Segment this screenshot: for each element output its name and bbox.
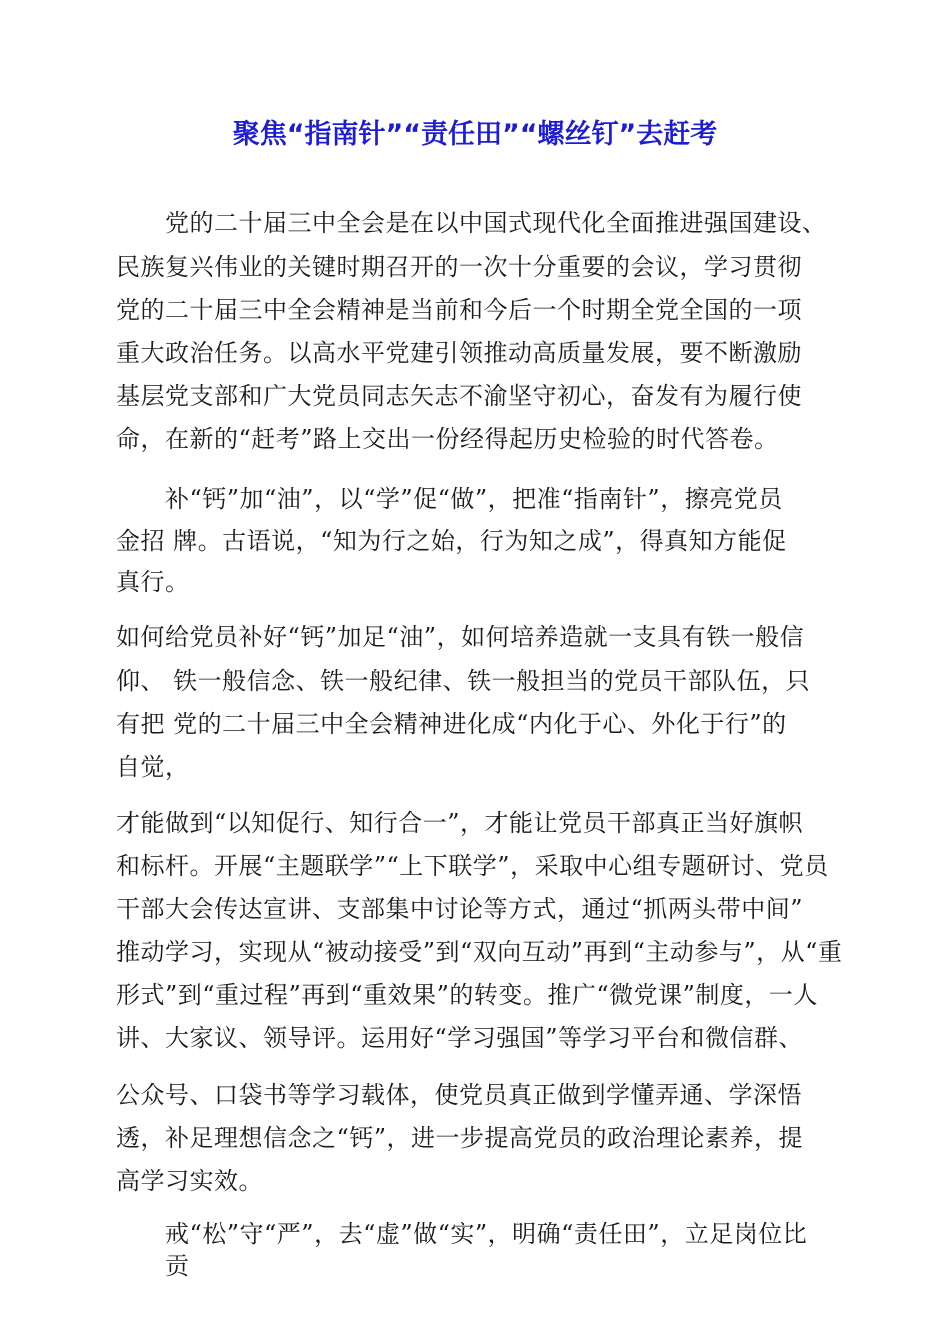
paragraph-line: 高学习实效。 (116, 1167, 263, 1195)
paragraph-line: 党的二十届三中全会精神是当前和今后一个时期全党全国的一项 (116, 296, 802, 324)
paragraph-line: 如何给党员补好“钙”加足“油”，如何培养造就一支具有铁一般信 (116, 623, 805, 651)
paragraph-line: 讲、大家议、领导评。运用好“学习强国”等学习平台和微信群、 (116, 1024, 804, 1052)
paragraph-line: 才能做到“以知促行、知行合一”，才能让党员干部真正当好旗帜 (116, 809, 804, 837)
paragraph-line: 党的二十届三中全会是在以中国式现代化全面推进强国建设、 (165, 209, 827, 237)
paragraph-line: 有把 党的二十届三中全会精神进化成“内化于心、外化于行”的 (116, 710, 787, 738)
paragraph-line: 和标杆。开展“主题联学”“上下联学”，采取中心组专题研讨、党员 (116, 852, 829, 880)
paragraph-line: 公众号、口袋书等学习载体，使党员真正做到学懂弄通、学深悟 (116, 1081, 802, 1109)
paragraph-line: 干部大会传达宣讲、支部集中讨论等方式，通过“抓两头带中间” (116, 895, 804, 923)
paragraph-line: 重大政治任务。以高水平党建引领推动高质量发展，要不断激励 (116, 339, 802, 367)
paragraph-line: 命，在新的“赶考”路上交出一份经得起历史检验的时代答卷。 (116, 425, 779, 453)
paragraph-line: 民族复兴伟业的关键时期召开的一次十分重要的会议，学习贯彻 (116, 253, 802, 281)
paragraph-line: 推动学习，实现从“被动接受”到“双向互动”再到“主动参与”，从“重 (116, 938, 843, 966)
paragraph-line: 透，补足理想信念之“钙”，进一步提高党员的政治理论素养，提 (116, 1124, 804, 1152)
paragraph-line: 仰、 铁一般信念、铁一般纪律、铁一般担当的党员干部队伍，只 (116, 667, 811, 695)
paragraph-line: 基层党支部和广大党员同志矢志不渝坚守初心，奋发有为履行使 (116, 382, 802, 410)
paragraph-line: 贡 (165, 1252, 190, 1280)
paragraph-line: 补“钙”加“油”，以“学”促“做”，把准“指南针”，擦亮党员 (165, 485, 783, 513)
document-title: 聚焦“指南针”“责任田”“螺丝钉”去赶考 (232, 119, 718, 150)
paragraph-line: 形式”到“重过程”再到“重效果”的转变。推广“微党课”制度，一人 (116, 981, 818, 1009)
paragraph-line: 真行。 (116, 568, 190, 596)
paragraph-line: 戒“松”守“严”，去“虚”做“实”，明确“责任田”，立足岗位比 (165, 1220, 808, 1248)
paragraph-line: 自觉， (116, 753, 190, 781)
paragraph-line: 金招 牌。古语说，“知为行之始，行为知之成”，得真知方能促 (116, 527, 787, 555)
